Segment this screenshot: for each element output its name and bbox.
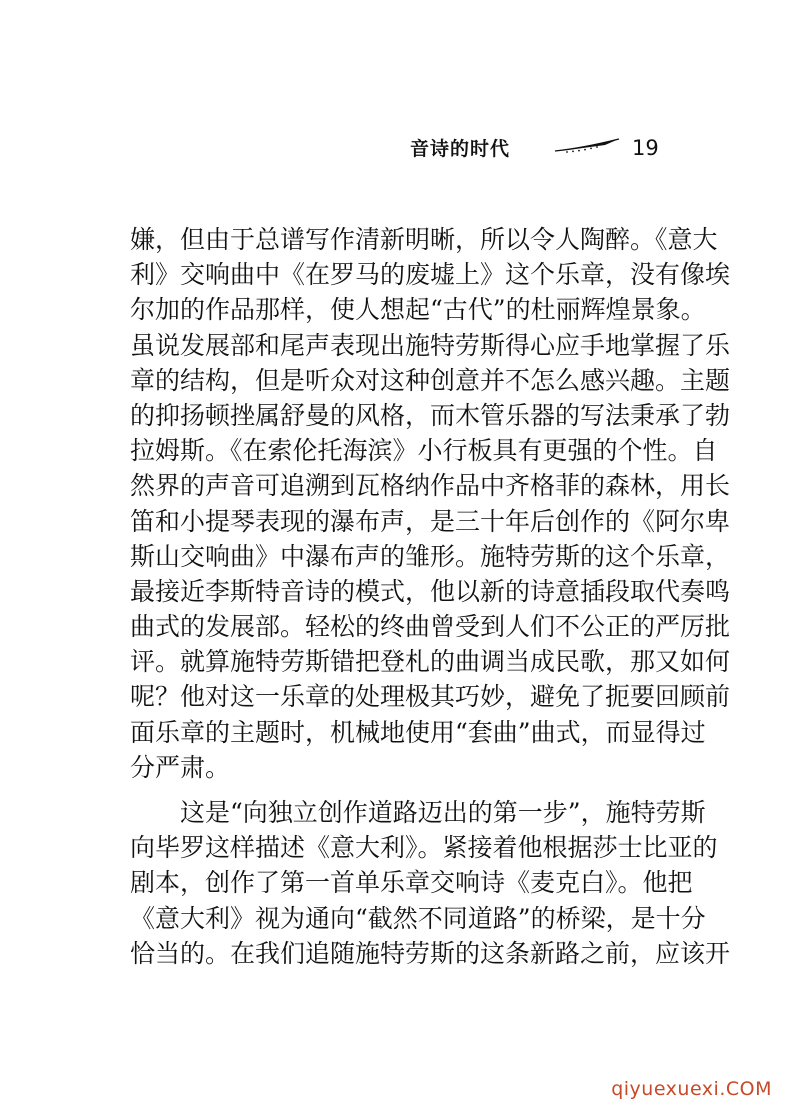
paragraph-1 xyxy=(130,222,731,785)
body-text xyxy=(130,222,731,971)
text-line: 面乐章的主题时，机械地使用“套曲”曲式，而显得过 xyxy=(130,717,706,747)
paragraph-2 xyxy=(130,795,731,971)
text-line: 拉姆斯。《在索伦托海滨》小行板具有更强的个性。自 xyxy=(130,436,718,466)
text-line: 嫌，但由于总谱写作清新明晰，所以令人陶醉。《意大 xyxy=(130,225,718,254)
text-line: 恰当的。在我们追随施特劳斯的这条新路之前，应该开 xyxy=(130,938,731,968)
running-head-title: 音诗的时代 xyxy=(410,138,511,160)
text-line: 剧本，创作了第一首单乐章交响诗《麦克白》。他把 xyxy=(130,868,693,898)
text-line: 斯山交响曲》中瀑布声的雏形。施特劳斯的这个乐章， xyxy=(130,541,731,571)
text-line: 分严肃。 xyxy=(130,752,231,782)
text-line: 这是“向独立创作道路迈出的第一步”，施特劳斯 xyxy=(130,798,706,827)
text-line: 《意大利》视为通向“截然不同道路”的桥梁，是十分 xyxy=(130,903,706,933)
text-line: 笛和小提琴表现的瀑布声，是三十年后创作的《阿尔卑 xyxy=(130,506,731,536)
text-line: 最接近李斯特音诗的模式，他以新的诗意插段取代奏鸣 xyxy=(130,576,731,606)
site-watermark: qiyuexuexi.COM xyxy=(611,1078,772,1100)
text-line: 尔加的作品那样，使人想起“古代”的杜丽辉煌景象。 xyxy=(130,295,706,325)
text-line: 然界的声音可追溯到瓦格纳作品中齐格菲的森林，用长 xyxy=(130,471,731,501)
paragraph-gap xyxy=(130,785,690,795)
text-line: 向毕罗这样描述《意大利》。紧接着他根据莎士比亚的 xyxy=(130,833,718,863)
text-line: 利》交响曲中《在罗马的废墟上》这个乐章，没有像埃 xyxy=(130,260,731,290)
header-ornament-icon xyxy=(553,136,621,154)
text-line: 虽说发展部和尾声表现出施特劳斯得心应手地掌握了乐 xyxy=(130,330,731,360)
text-line: 的抑扬顿挫属舒曼的风格，而木管乐器的写法秉承了勃 xyxy=(130,400,731,430)
page-number: 19 xyxy=(632,136,659,160)
running-header xyxy=(410,134,670,164)
text-line: 评。就算施特劳斯错把登札的曲调当成民歌，那又如何 xyxy=(130,647,731,677)
text-line: 章的结构，但是听众对这种创意并不怎么感兴趣。主题 xyxy=(130,365,731,395)
text-line: 呢？他对这一乐章的处理极其巧妙，避免了扼要回顾前 xyxy=(130,682,731,712)
text-line: 曲式的发展部。轻松的终曲曾受到人们不公正的严厉批 xyxy=(130,612,731,642)
